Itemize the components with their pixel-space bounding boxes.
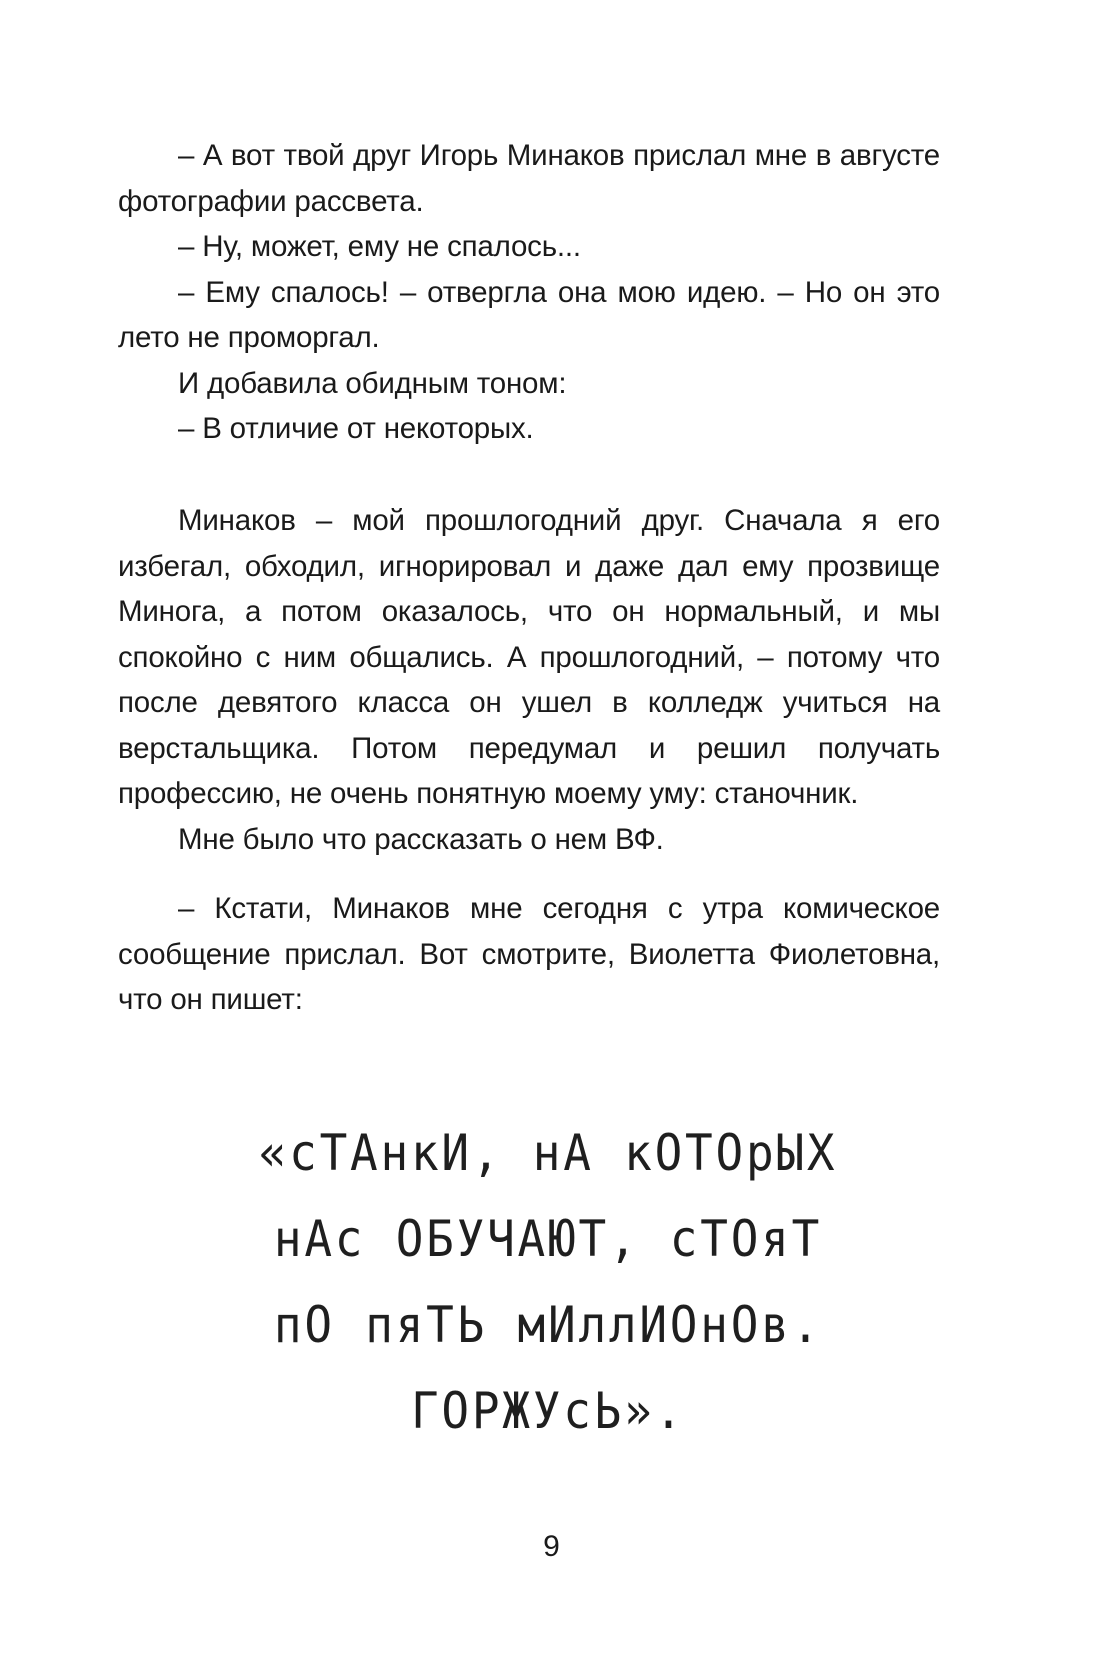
quote-line: «сТАнкИ, нА кОТОрЫХ (258, 1124, 838, 1182)
page-number: 9 (543, 1530, 560, 1563)
quote-line: пО пяТЬ мИллИОнОв. (273, 1296, 823, 1354)
paragraph: – Кстати, Минаков мне сегодня с утра комическое сообщение прислал. Вот смотрите, Виолетта Фиолетовна, что он пишет: (118, 892, 940, 1016)
paragraph: – Ну, может, ему не спалось... (178, 230, 581, 263)
quote-line: ГОРЖУсЬ». (410, 1382, 686, 1440)
paragraph: – В отличие от некоторых. (178, 412, 534, 445)
paragraph: И добавила обидным тоном: (178, 366, 567, 400)
kstati-block (118, 886, 940, 1023)
dialogue-block (118, 133, 940, 452)
paragraph: – А вот твой друг Игорь Минаков прислал мне в августе фотографии рассвета. (118, 139, 940, 218)
quote-line: нАс ОБУЧАЮТ, сТОяТ (273, 1210, 823, 1268)
paragraph: Мне было что рассказать о нем ВФ. (178, 822, 664, 856)
message-quote (152, 1110, 943, 1454)
minakov-block (118, 498, 940, 862)
paragraph: – Ему спалось! – отвергла она мою идею. – Но он это лето не проморгал. (118, 275, 940, 354)
paragraph: Минаков – мой прошлогодний друг. Сначала я его избегал, обходил, игнорировал и даже дал ему прозвище Минога, а потом оказалось, что он нормальный, и мы спокойно с ним общались. А прошлогодний, – потому что после девятого класса он ушел в колледж учиться на верстальщика. Потом передумал и решил получать профессию, не очень понятную моему уму: станочник. (118, 504, 940, 810)
